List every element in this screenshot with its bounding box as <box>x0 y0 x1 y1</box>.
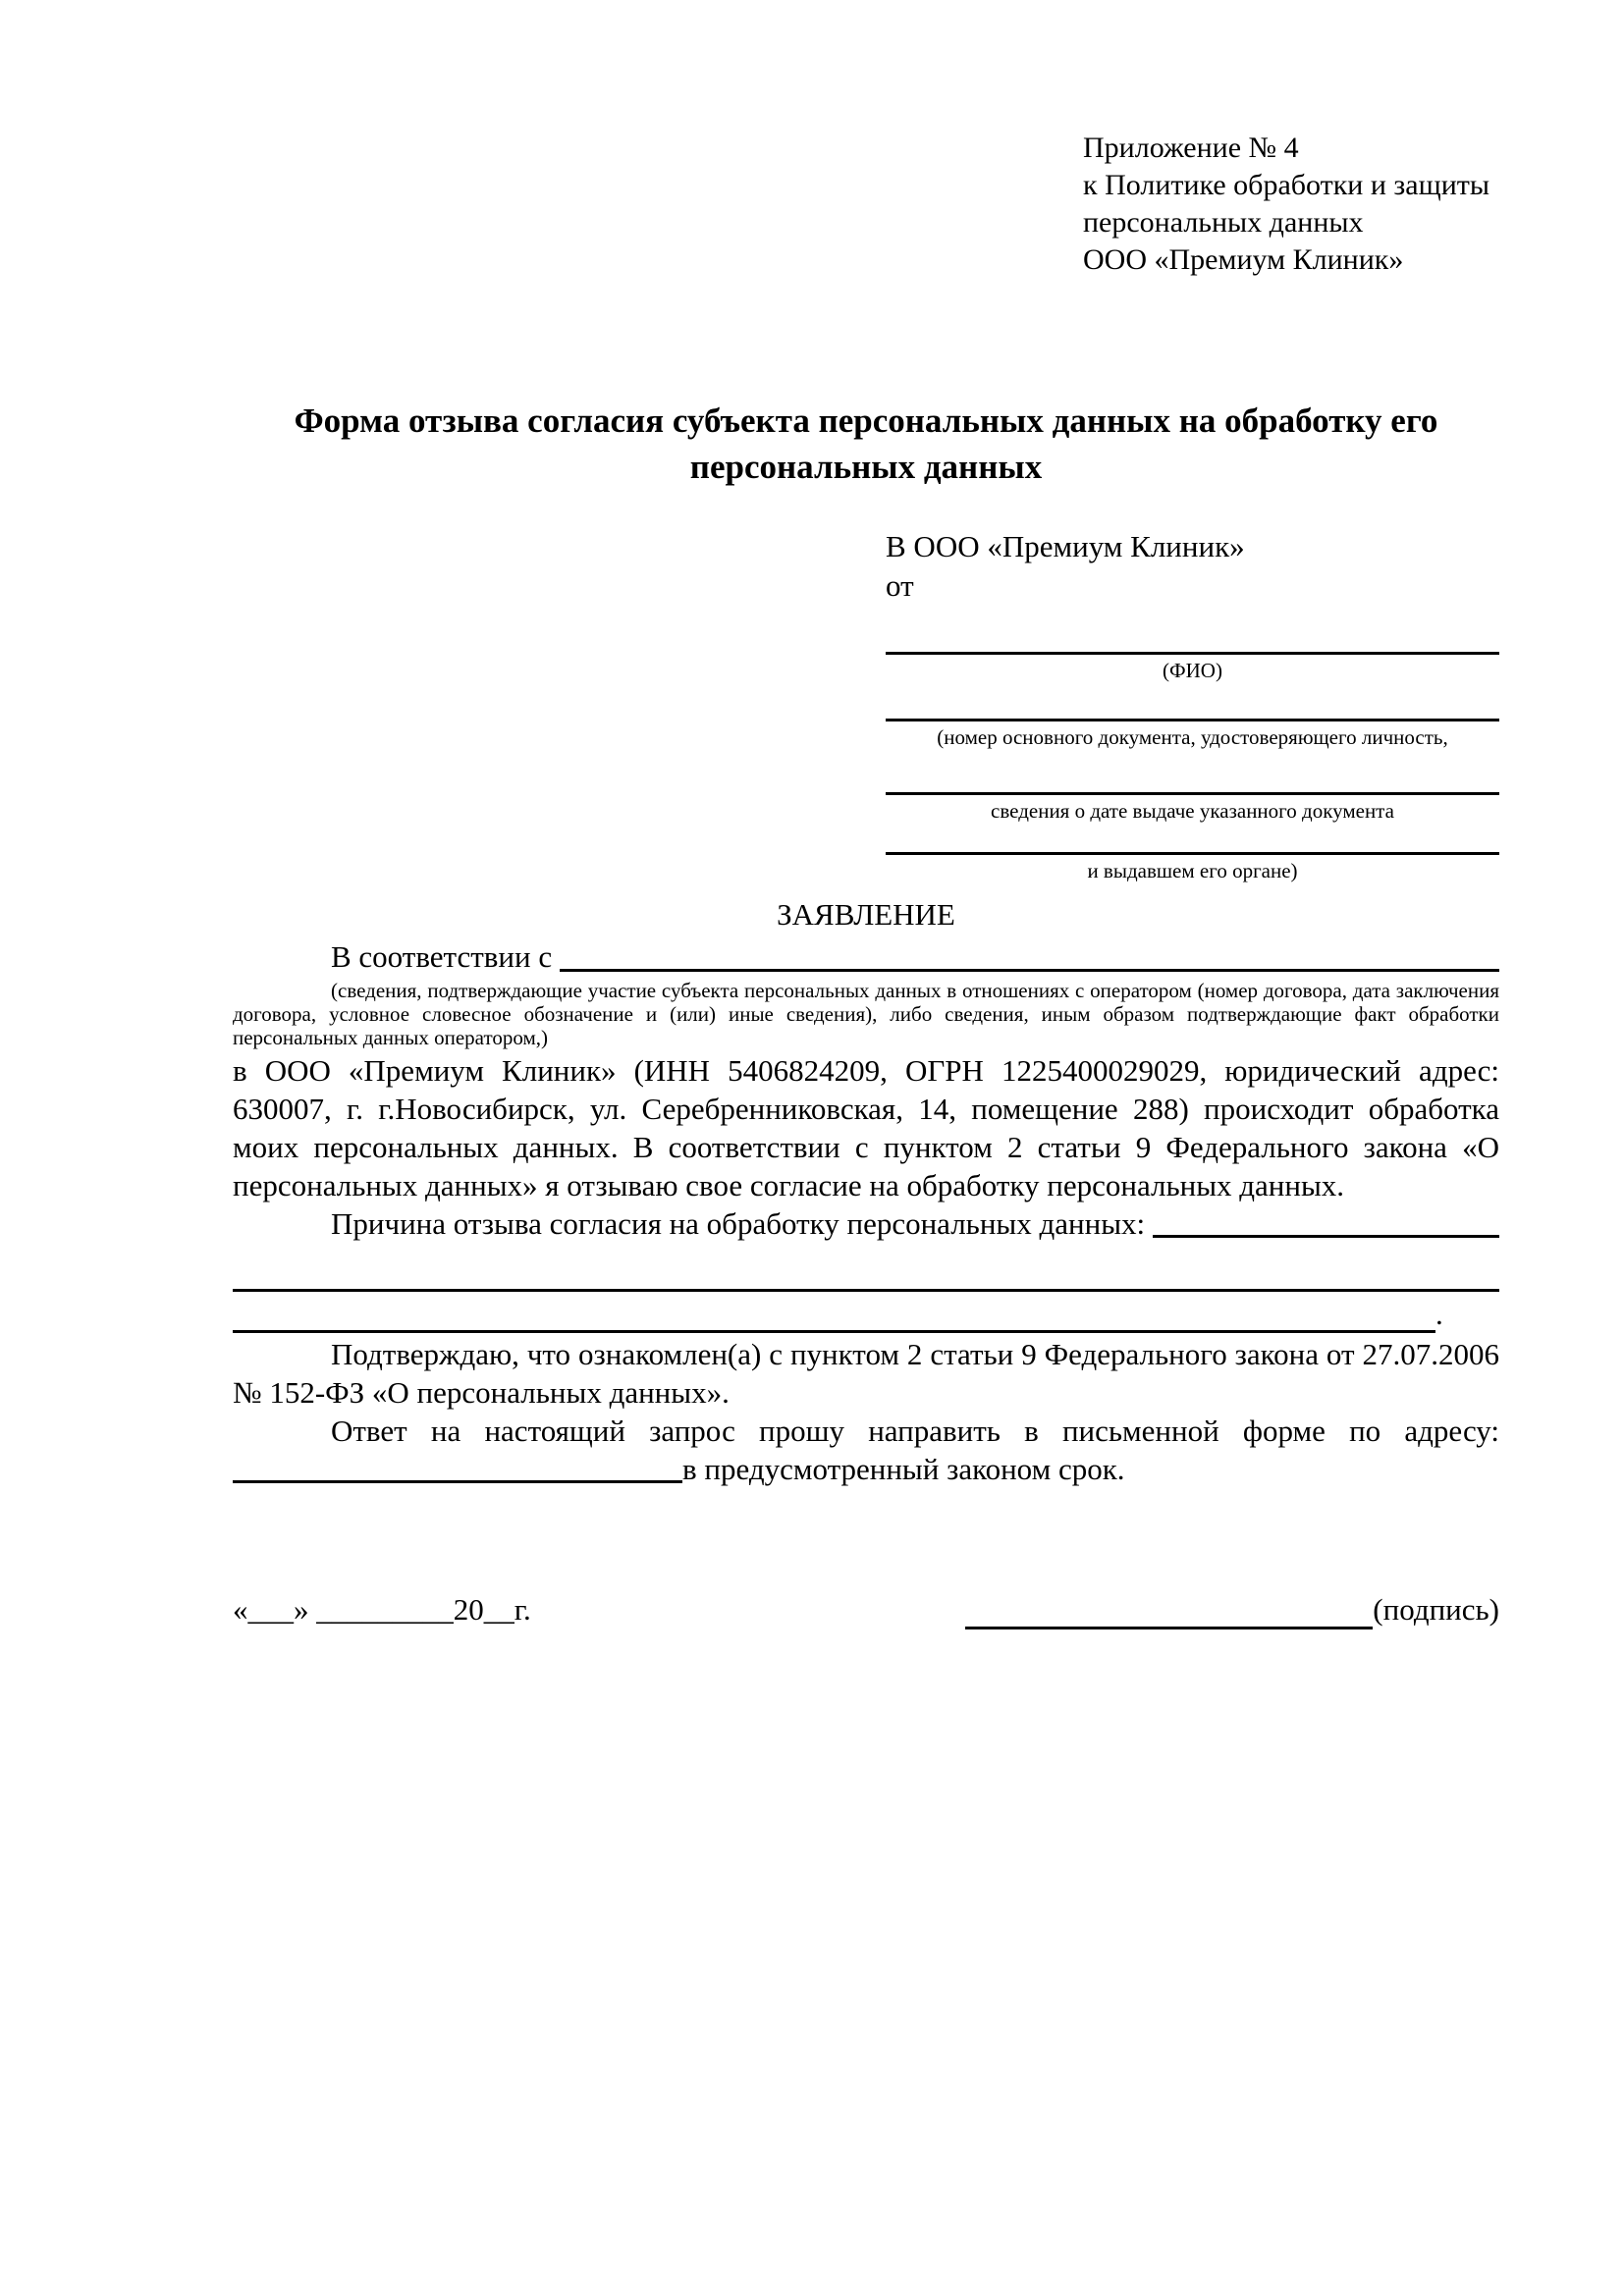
fio-blank-field[interactable] <box>886 606 1499 655</box>
reply-address-blank-field[interactable] <box>233 1450 682 1483</box>
reason-blank-field-line2[interactable] <box>233 1253 1499 1292</box>
addressee-from-label: от <box>886 568 914 603</box>
intro-blank-field[interactable] <box>560 937 1499 972</box>
confirmation-paragraph: Подтверждаю, что ознакомлен(а) с пунктом 2 статьи 9 Федерального закона от 27.07.2006 № 152-ФЗ «О персональных данных». <box>233 1337 1499 1410</box>
reason-blank-line3 <box>233 1292 1499 1333</box>
appendix-line: Приложение № 4 <box>1083 132 1299 164</box>
issuing-authority-caption: и выдавшем его органе) <box>1087 859 1298 882</box>
reason-line <box>233 1204 1499 1243</box>
page-title: Форма отзыва согласия субъекта персональных данных на обработку его персональных данных <box>294 401 1438 486</box>
sentence-period: . <box>1435 1297 1443 1331</box>
intro-line <box>233 937 1499 977</box>
reason-blank-field-line3[interactable] <box>233 1295 1435 1333</box>
statement-heading: ЗАЯВЛЕНИЕ <box>777 897 955 932</box>
reply-address-line <box>233 1450 1499 1488</box>
date-blank-field[interactable]: «___» _________20__г. <box>233 1592 531 1627</box>
signature-caption: (подпись) <box>1373 1592 1499 1627</box>
addressee-to: В ООО «Премиум Клиник» <box>886 529 1245 563</box>
appendix-line: к Политике обработки и защиты <box>1083 169 1490 201</box>
addressee-block <box>886 527 1499 882</box>
intro-footnote: (сведения, подтверждающие участие субъекта персональных данных в отношениях с оператором (номер договора, дата заключения договора, условное словесное обозначение и (или) иные сведения), либо сведения, иным образом подтверждающие факт обработки персональных данных оператором,) <box>233 979 1499 1049</box>
intro-prefix: В соответствии с <box>331 939 553 974</box>
appendix-note <box>1083 130 1489 279</box>
reason-label: Причина отзыва согласия на обработку персональных данных: <box>331 1206 1146 1241</box>
signature-blank-field[interactable] <box>965 1594 1373 1629</box>
body-paragraph: в ООО «Премиум Клиник» (ИНН 5406824209, ОГРН 1225400029029, юридический адрес: 630007, г. г.Новосибирск, ул. Серебренниковская, 14, помещение 288) происходит обработка моих персональных данных. В соответствии с пунктом 2 статьи 9 Федерального закона «О персональных данных» я отзываю свое согласие на обработку персональных данных. <box>233 1053 1499 1202</box>
fio-caption: (ФИО) <box>1163 659 1222 682</box>
document-number-caption: (номер основного документа, удостоверяющего личность, <box>937 725 1448 749</box>
reply-paragraph: Ответ на настоящий запрос прошу направить в письменной форме по адресу: <box>331 1414 1499 1448</box>
reply-suffix: в предусмотренный законом срок. <box>682 1452 1125 1486</box>
appendix-line: персональных данных <box>1083 206 1364 239</box>
document-number-blank-field[interactable] <box>886 682 1499 721</box>
issuing-authority-blank-field[interactable] <box>886 823 1499 855</box>
date-signature-row <box>233 1590 1499 1629</box>
statement-body-block <box>233 1051 1499 1488</box>
reason-blank-field[interactable] <box>1153 1204 1499 1238</box>
issue-date-blank-field[interactable] <box>886 749 1499 795</box>
appendix-line: ООО «Премиум Клиник» <box>1083 243 1404 276</box>
issue-date-caption: сведения о дате выдаче указанного документа <box>991 799 1394 823</box>
